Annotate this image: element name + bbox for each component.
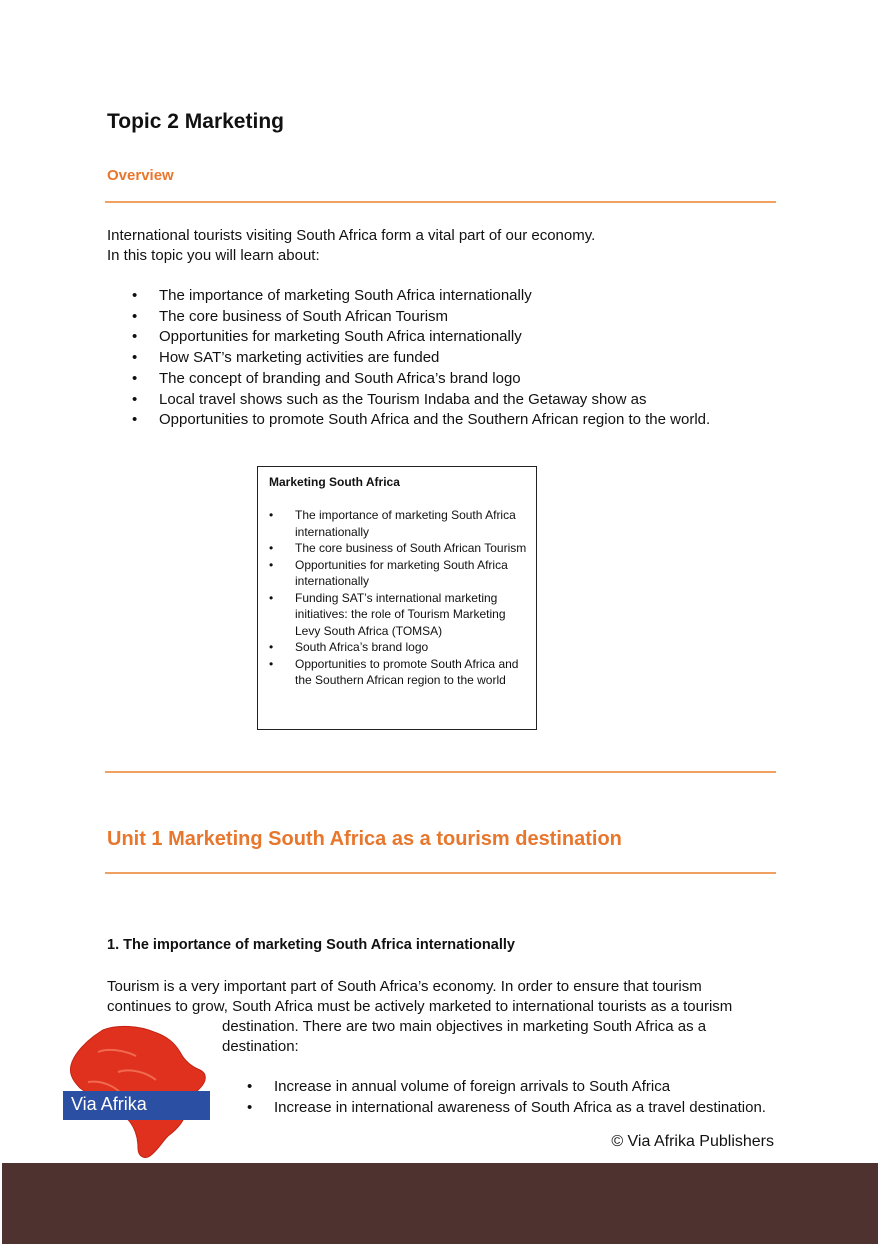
list-item: • The core business of South African Tourism bbox=[107, 307, 807, 328]
list-item: • How SAT’s marketing activities are funded bbox=[107, 348, 807, 369]
summary-box-title: Marketing South Africa bbox=[269, 475, 400, 489]
objectives-list bbox=[222, 1077, 782, 1118]
list-item: • South Africa’s brand logo bbox=[269, 639, 531, 656]
list-item: • Opportunities for marketing South Africa internationally bbox=[107, 327, 807, 348]
divider-mid bbox=[105, 771, 776, 773]
logo-text: Via Afrika bbox=[71, 1094, 147, 1114]
divider-top bbox=[105, 201, 776, 203]
topic-list bbox=[107, 286, 807, 431]
copyright: © Via Afrika Publishers bbox=[611, 1133, 774, 1150]
section-para-line-1: Tourism is a very important part of South Africa’s economy. In order to ensure that tourism bbox=[107, 978, 702, 995]
unit-title: Unit 1 Marketing South Africa as a tourism destination bbox=[107, 828, 622, 850]
intro-line-2: In this topic you will learn about: bbox=[107, 247, 320, 264]
summary-box bbox=[257, 466, 537, 730]
list-item: • Increase in international awareness of South Africa as a travel destination. bbox=[222, 1098, 782, 1119]
overview-heading: Overview bbox=[107, 167, 174, 184]
section-heading: 1. The importance of marketing South Africa internationally bbox=[107, 937, 515, 953]
section-para-line-2: continues to grow, South Africa must be actively marketed to international tourists as a tourism bbox=[107, 998, 733, 1015]
section-para-line-4: destination: bbox=[222, 1038, 299, 1055]
topic-title: Topic 2 Marketing bbox=[107, 110, 284, 133]
list-item: • The importance of marketing South Africa internationally bbox=[107, 286, 807, 307]
footer-bar bbox=[2, 1163, 878, 1244]
list-item: • Opportunities to promote South Africa and the Southern African region to the world bbox=[269, 656, 531, 689]
list-item: • Opportunities for marketing South Africa internationally bbox=[269, 557, 531, 590]
list-item: • Funding SAT’s international marketing initiatives: the role of Tourism Marketing Levy South Africa (TOMSA) bbox=[269, 590, 531, 640]
section-para-line-3: destination. There are two main objectives in marketing South Africa as a bbox=[222, 1018, 707, 1035]
list-item: • Increase in annual volume of foreign arrivals to South Africa bbox=[222, 1077, 782, 1098]
list-item: • The importance of marketing South Africa internationally bbox=[269, 507, 531, 540]
via-afrika-logo bbox=[63, 1091, 210, 1120]
summary-list bbox=[269, 507, 531, 689]
list-item: • The core business of South African Tourism bbox=[269, 540, 531, 557]
list-item: • Opportunities to promote South Africa and the Southern African region to the world. bbox=[107, 410, 807, 431]
divider-unit bbox=[105, 872, 776, 874]
list-item: • The concept of branding and South Africa’s brand logo bbox=[107, 369, 807, 390]
list-item: • Local travel shows such as the Tourism Indaba and the Getaway show as bbox=[107, 390, 807, 411]
intro-line-1: International tourists visiting South Africa form a vital part of our economy. bbox=[107, 227, 596, 244]
